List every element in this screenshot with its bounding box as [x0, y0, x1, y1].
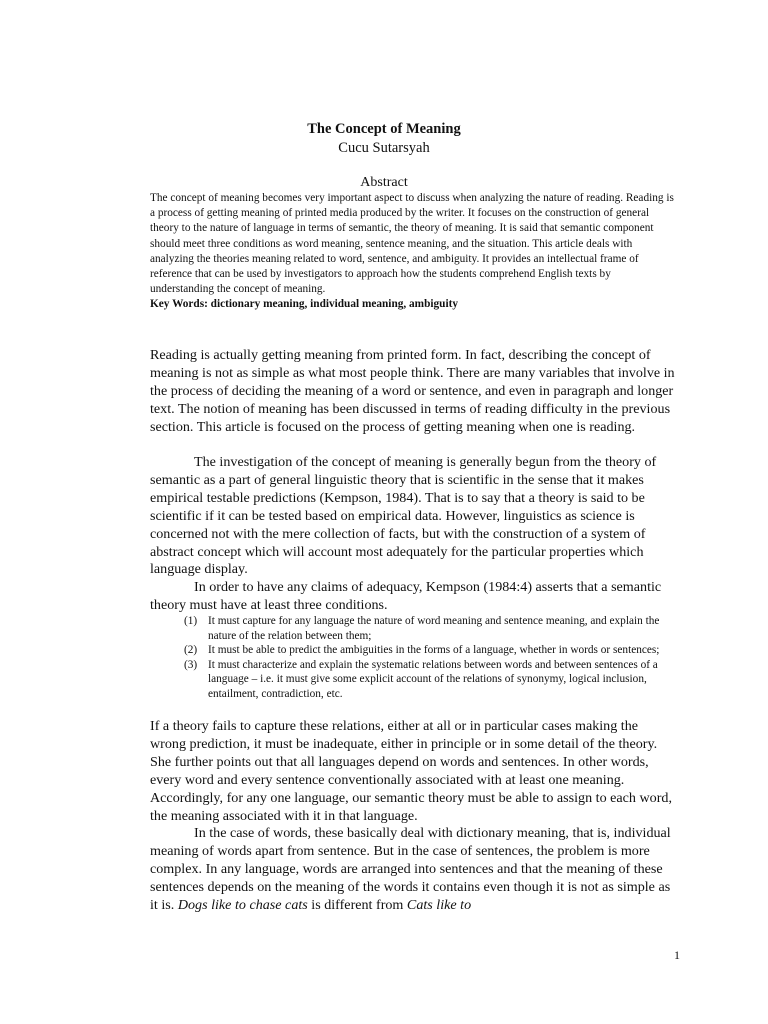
condition-number: (3) — [184, 658, 198, 671]
paragraph-text: In the case of words, these basically deal with dictionary meaning, that is, individual meaning of words apart from sentence. But in the case of sentences, the problem is more complex. In any language, words are arranged into sentences and that the meaning of these sentences depends on the meaning of the words it contains even though it is not as simple as it is. — [150, 825, 671, 913]
condition-text: It must characterize and explain the systematic relations between words and between sentences of a language – i.e. it must give some explicit account of the relations of synonymy, logical inclusion, entailment, contradiction, etc. — [208, 658, 658, 700]
abstract-heading: Abstract — [360, 175, 408, 190]
page-number: 1 — [674, 948, 680, 962]
body-paragraph: In order to have any claims of adequacy, Kempson (1984:4) asserts that a semantic theory must have at least three conditions. — [150, 579, 662, 613]
abstract-text: The concept of meaning becomes very important aspect to discuss when analyzing the nature of reading. Reading is a process of getting meaning of printed media produced by the writer. It focuses on the construction of general theory to the nature of language in terms of semantic, the theory of meaning. It is said that semantic component should meet three conditions as word meaning, sentence meaning, and the situation. This article deals with analyzing the theories meaning related to word, sentence, and ambiguity. It provides an intellectual frame of reference that can be used by investigators to approach how the students comprehend English texts by understanding the concept of meaning. — [150, 192, 674, 296]
body-paragraph: If a theory fails to capture these relations, either at all or in particular cases making the wrong prediction, it must be inadequate, either in principle or in some detail of the theory. She further points out that all languages depend on words and sentences. In other words, every word and every sentence conventionally associated with at least one meaning. Accordingly, for any one language, our semantic theory must be able to assign to each word, the meaning associated with it in that language. — [150, 718, 672, 824]
condition-text: It must be able to predict the ambiguities in the forms of a language, whether in words or sentences; — [208, 644, 660, 657]
keywords: Key Words: dictionary meaning, individual meaning, ambiguity — [150, 298, 458, 310]
condition-text: It must capture for any language the nature of word meaning and sentence meaning, and explain the nature of the relation between them; — [208, 615, 660, 642]
condition-item — [150, 643, 675, 658]
paragraph-connector: is different from — [307, 896, 407, 913]
condition-item — [150, 614, 675, 643]
condition-item — [150, 658, 675, 702]
condition-number: (1) — [184, 615, 198, 627]
author-name: Cucu Sutarsyah — [338, 140, 430, 156]
body-paragraph-last — [150, 825, 675, 915]
document-title: The Concept of Meaning — [307, 121, 461, 137]
example-sentence: Cats like to — [406, 896, 472, 913]
conditions-list — [150, 614, 675, 702]
example-sentence: Dogs like to chase cats — [177, 896, 308, 913]
condition-number: (2) — [184, 644, 198, 657]
body-paragraph: The investigation of the concept of meaning is generally begun from the theory of semantic as a part of general linguistic theory that is scientific in the sense that it makes empirical testable predictions (Kempson, 1984). That is to say that a theory is said to be scientific if it can be tested based on empirical data. However, linguistics as science is concerned not with the mere collection of facts, but with the construction of a system of abstract concept which will account most adequately for the particular properties which language display. — [150, 454, 657, 578]
body-paragraph: Reading is actually getting meaning from printed form. In fact, describing the concept of meaning is not as simple as what most people think. There are many variables that involve in the process of deciding the meaning of a word or sentence, and even in paragraph and longer text. The notion of meaning has been discussed in terms of reading difficulty in the previous section. This article is focused on the process of getting meaning when one is reading. — [150, 347, 675, 435]
